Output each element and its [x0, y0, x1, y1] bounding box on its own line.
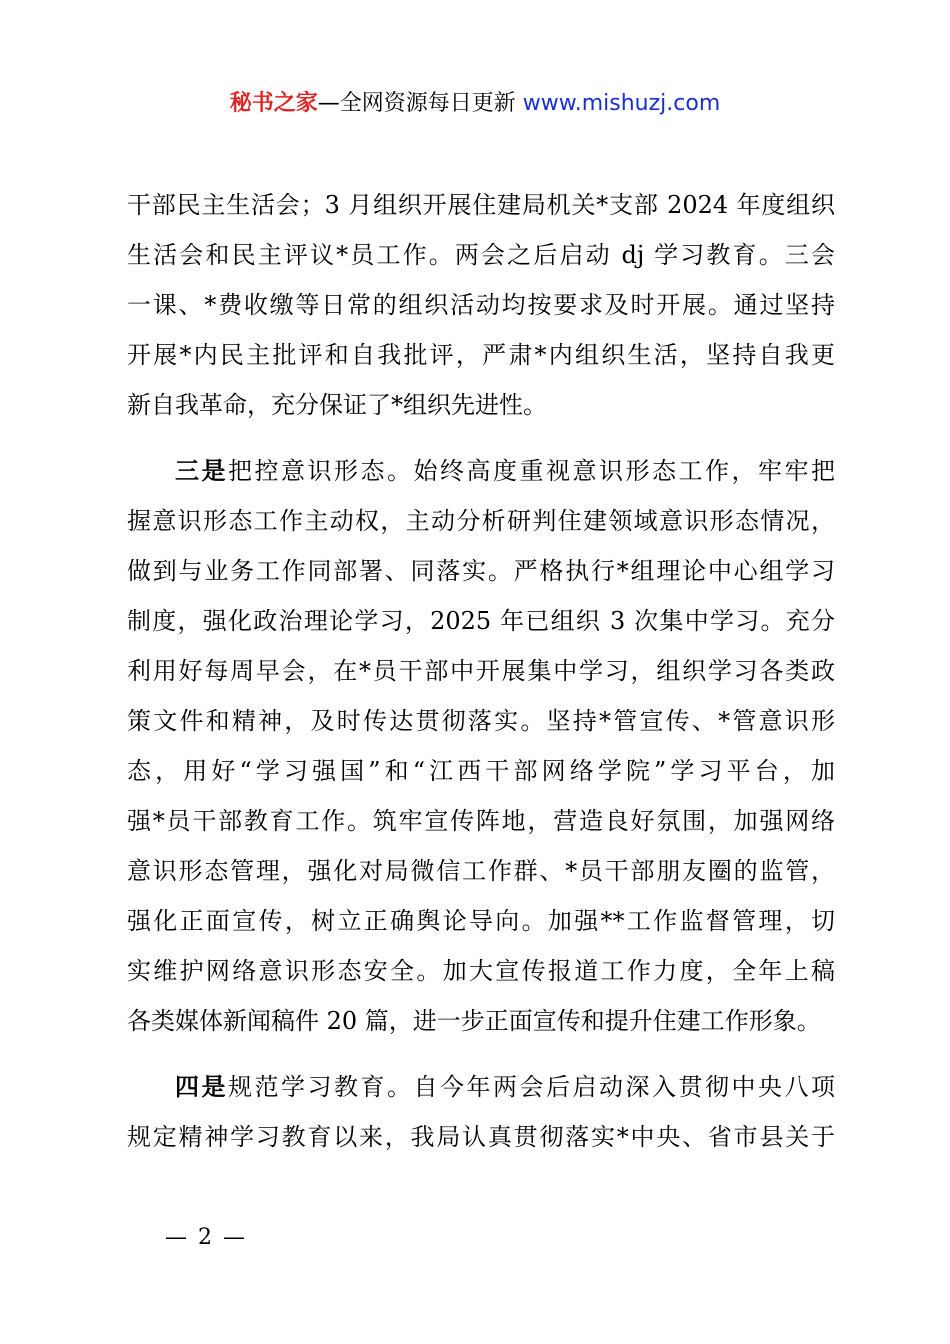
text-line: 强化正面宣传，树立正确舆论导向。加强**工作监督管理，切	[127, 907, 835, 935]
text-line: 干部民主生活会；3 月组织开展住建局机关*支部 2024 年度组织	[127, 191, 835, 219]
text-line: 意识形态管理，强化对局微信工作群、*员干部朋友圈的监管，	[127, 857, 835, 885]
page-number: — 2 —	[165, 1225, 247, 1250]
text-line: 利用好每周早会，在*员干部中开展集中学习，组织学习各类政	[127, 657, 835, 685]
text-fragment: 把控意识形态。始终高度重视意识形态工作，牢牢把	[228, 457, 835, 485]
paragraph-lead: 三是	[175, 456, 228, 485]
text-line: 规定精神学习教育以来，我局认真贯彻落实*中央、省市县关于	[127, 1123, 835, 1151]
text-fragment: 规范学习教育。自今年两会后启动深入贯彻中央八项	[228, 1073, 835, 1101]
text-line: 一课、*费收缴等日常的组织活动均按要求及时开展。通过坚持	[127, 291, 835, 319]
text-line	[127, 446, 835, 496]
text-line: 握意识形态工作主动权，主动分析研判住建领域意识形态情况，	[127, 507, 835, 535]
paragraph-2	[127, 446, 835, 1046]
text-line: 态，用好“学习强国”和“江西干部网络学院”学习平台，加	[127, 757, 835, 785]
brand-name: 秘书之家	[229, 91, 318, 116]
document-body	[127, 180, 835, 1162]
paragraph-1	[127, 180, 835, 430]
text-line: 策文件和精神，及时传达贯彻落实。坚持*管宣传、*管意识形	[127, 707, 835, 735]
header-tagline: —全网资源每日更新	[317, 91, 523, 116]
text-line: 生活会和民主评议*员工作。两会之后启动 dj 学习教育。三会	[127, 241, 835, 269]
paragraph-3	[127, 1062, 835, 1162]
text-line: 开展*内民主批评和自我批评，严肃*内组织生活，坚持自我更	[127, 341, 835, 369]
site-url-link[interactable]: www.mishuzj.com	[522, 91, 721, 116]
text-line	[127, 1062, 835, 1112]
site-header	[0, 86, 950, 122]
text-line: 强*员干部教育工作。筑牢宣传阵地，营造良好氛围，加强网络	[127, 807, 835, 835]
text-line: 做到与业务工作同部署、同落实。严格执行*组理论中心组学习	[127, 557, 835, 585]
text-line: 新自我革命，充分保证了*组织先进性。	[127, 391, 547, 419]
text-line: 实维护网络意识形态安全。加大宣传报道工作力度，全年上稿	[127, 957, 835, 985]
text-line: 各类媒体新闻稿件 20 篇，进一步正面宣传和提升住建工作形象。	[127, 1007, 821, 1035]
paragraph-lead: 四是	[175, 1072, 228, 1101]
text-line: 制度，强化政治理论学习，2025 年已组织 3 次集中学习。充分	[127, 607, 835, 635]
